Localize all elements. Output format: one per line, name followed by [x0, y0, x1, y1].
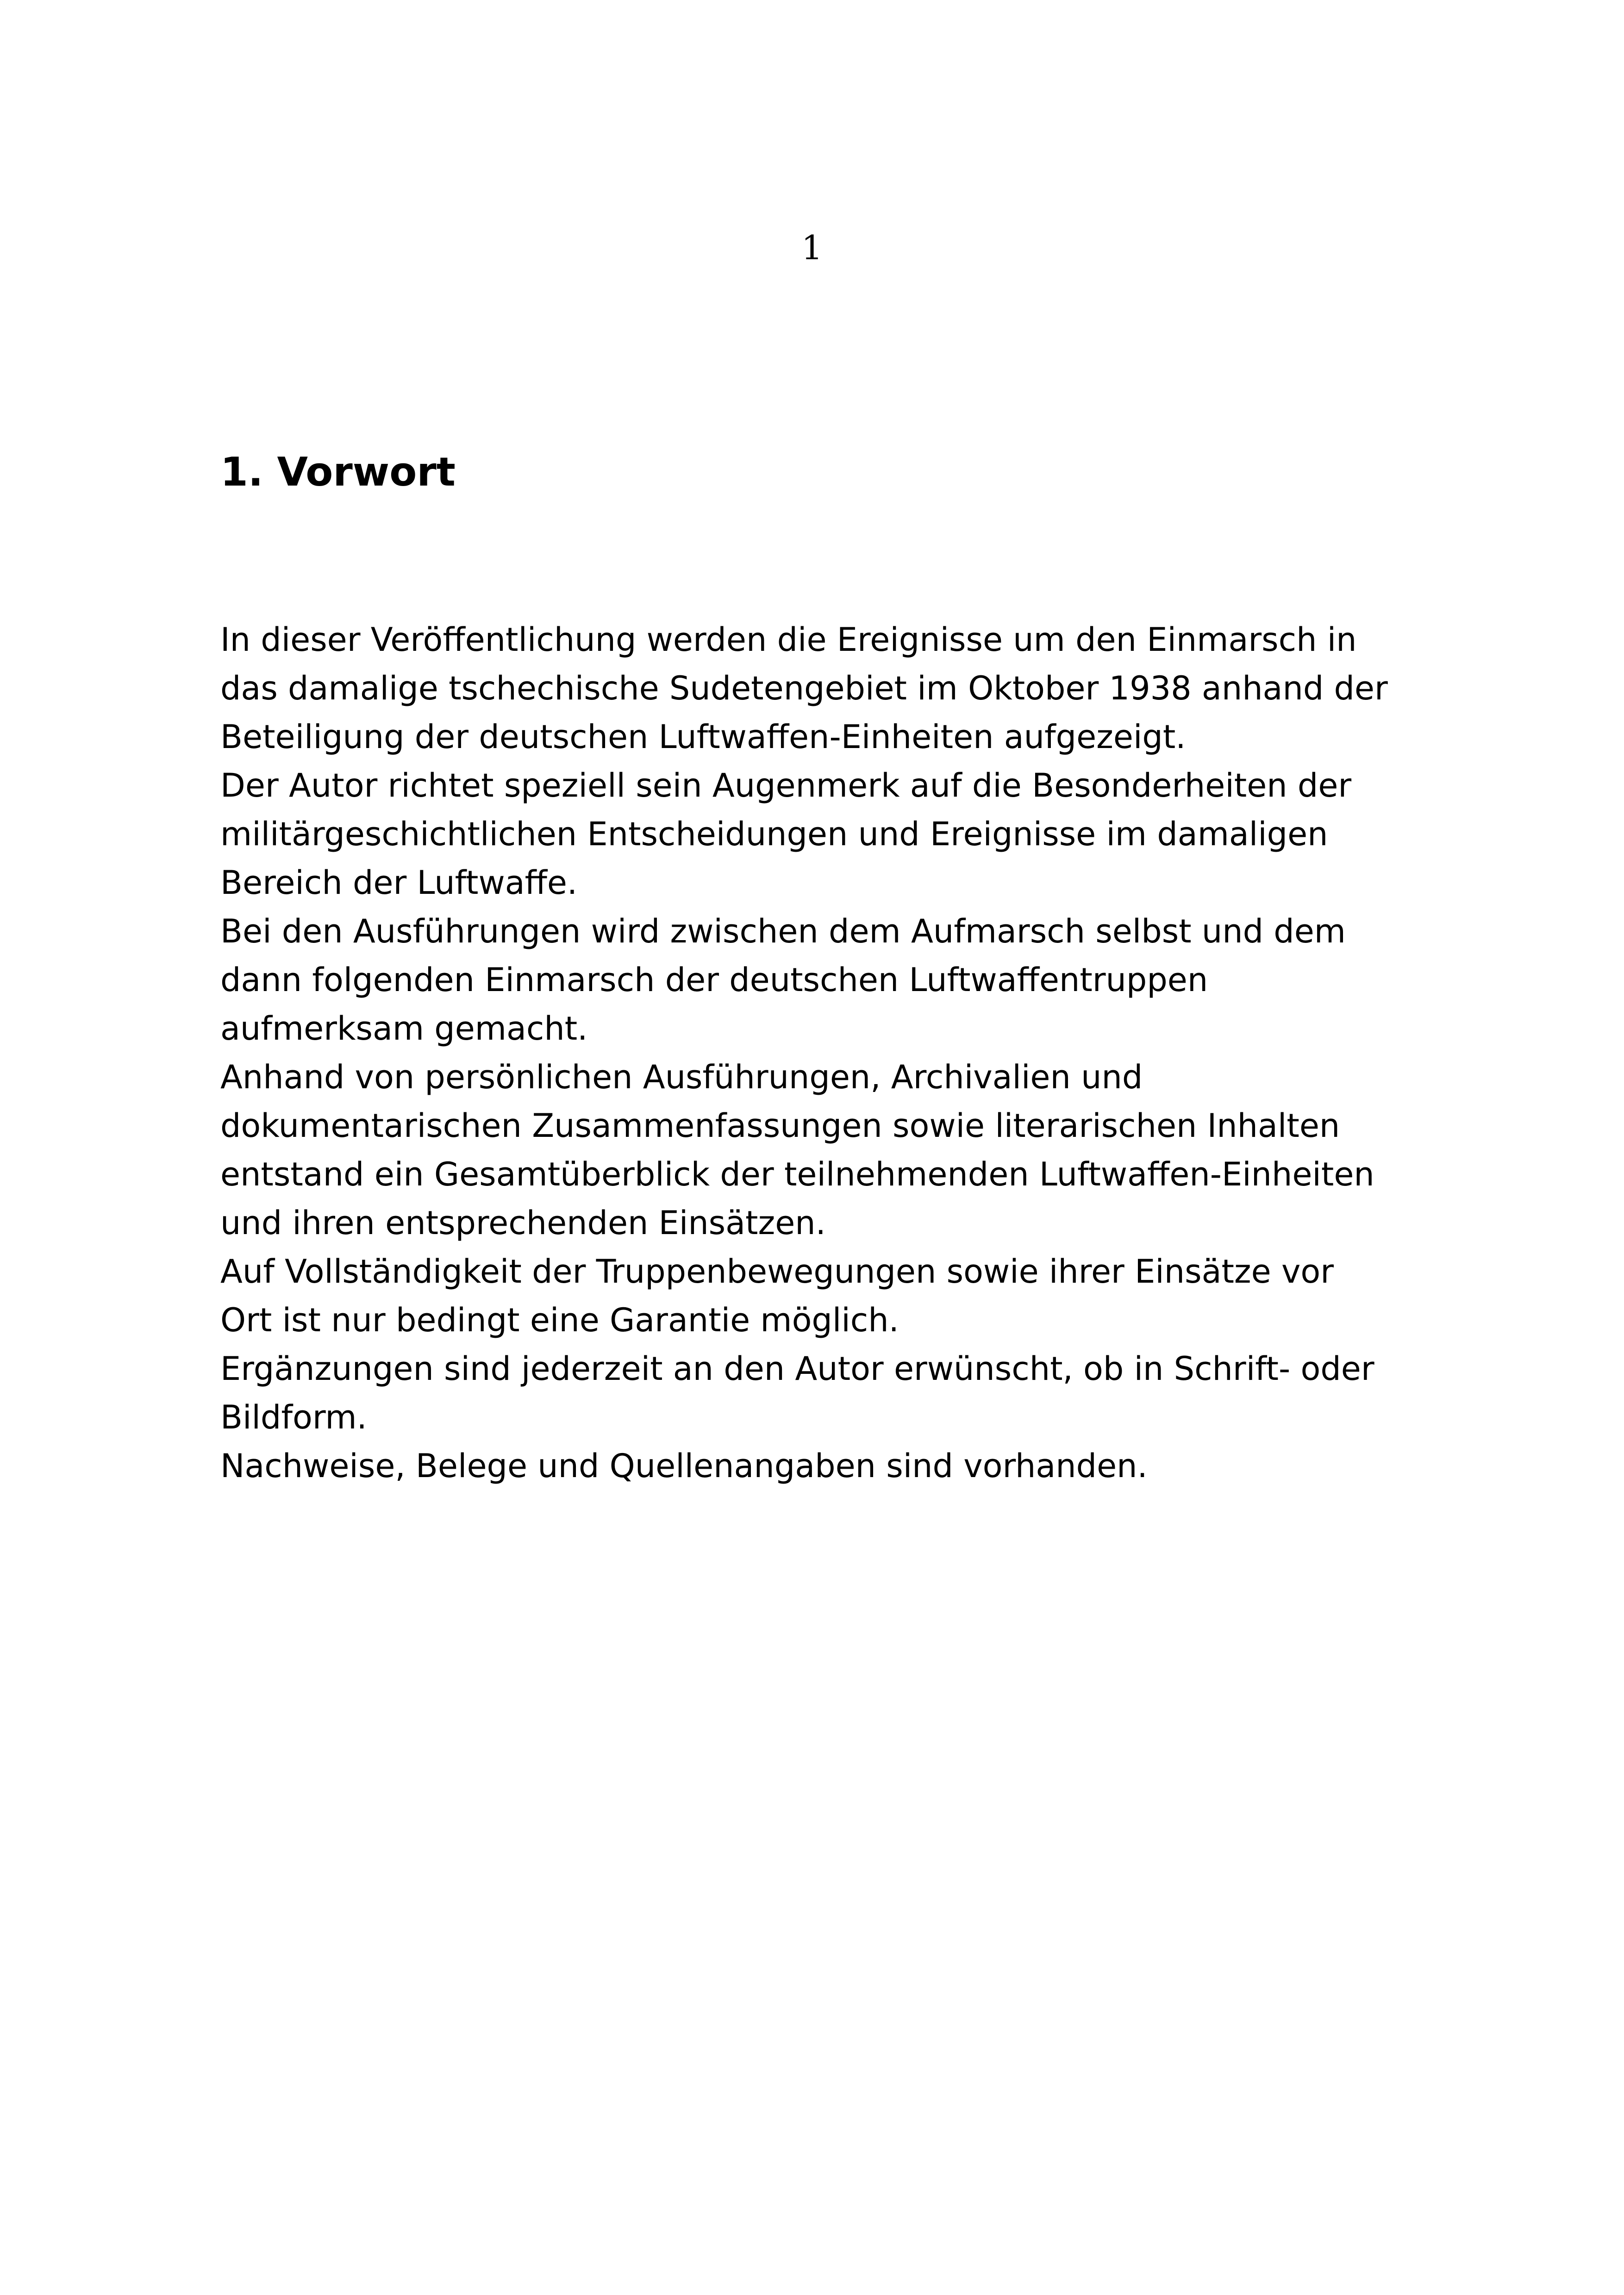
- text-line: In dieser Veröffentlichung werden die Ereignisse um den Einmarsch in: [220, 621, 1357, 659]
- text-line: Bereich der Luftwaffe.: [220, 864, 578, 902]
- text-line: dokumentarischen Zusammenfassungen sowie literarischen Inhalten: [220, 1107, 1340, 1145]
- text-line: und ihren entsprechenden Einsätzen.: [220, 1204, 826, 1242]
- text-line: dann folgenden Einmarsch der deutschen Luftwaffentruppen: [220, 961, 1208, 999]
- text-line: Ort ist nur bedingt eine Garantie möglich.: [220, 1301, 899, 1339]
- text-line: entstand ein Gesamtüberblick der teilnehmenden Luftwaffen-Einheiten: [220, 1155, 1374, 1193]
- text-line: Bei den Ausführungen wird zwischen dem Aufmarsch selbst und dem: [220, 912, 1346, 950]
- text-line: Anhand von persönlichen Ausführungen, Archivalien und: [220, 1058, 1143, 1096]
- text-line: Auf Vollständigkeit der Truppenbewegungen sowie ihrer Einsätze vor: [220, 1253, 1334, 1291]
- text-line: Nachweise, Belege und Quellenangaben sind vorhanden.: [220, 1447, 1148, 1485]
- text-line: das damalige tschechische Sudetengebiet im Oktober 1938 anhand der: [220, 669, 1388, 707]
- section-heading: 1. Vorwort: [220, 449, 456, 495]
- text-line: Ergänzungen sind jederzeit an den Autor erwünscht, ob in Schrift- oder: [220, 1350, 1374, 1388]
- text-line: militärgeschichtlichen Entscheidungen und Ereignisse im damaligen: [220, 815, 1328, 853]
- page-number: 1: [801, 228, 823, 267]
- text-line: Bildform.: [220, 1398, 367, 1436]
- foreword-body: [220, 616, 1424, 1491]
- text-line: aufmerksam gemacht.: [220, 1010, 588, 1048]
- text-line: Der Autor richtet speziell sein Augenmerk auf die Besonderheiten der: [220, 767, 1352, 804]
- text-line: Beteiligung der deutschen Luftwaffen-Einheiten aufgezeigt.: [220, 718, 1186, 756]
